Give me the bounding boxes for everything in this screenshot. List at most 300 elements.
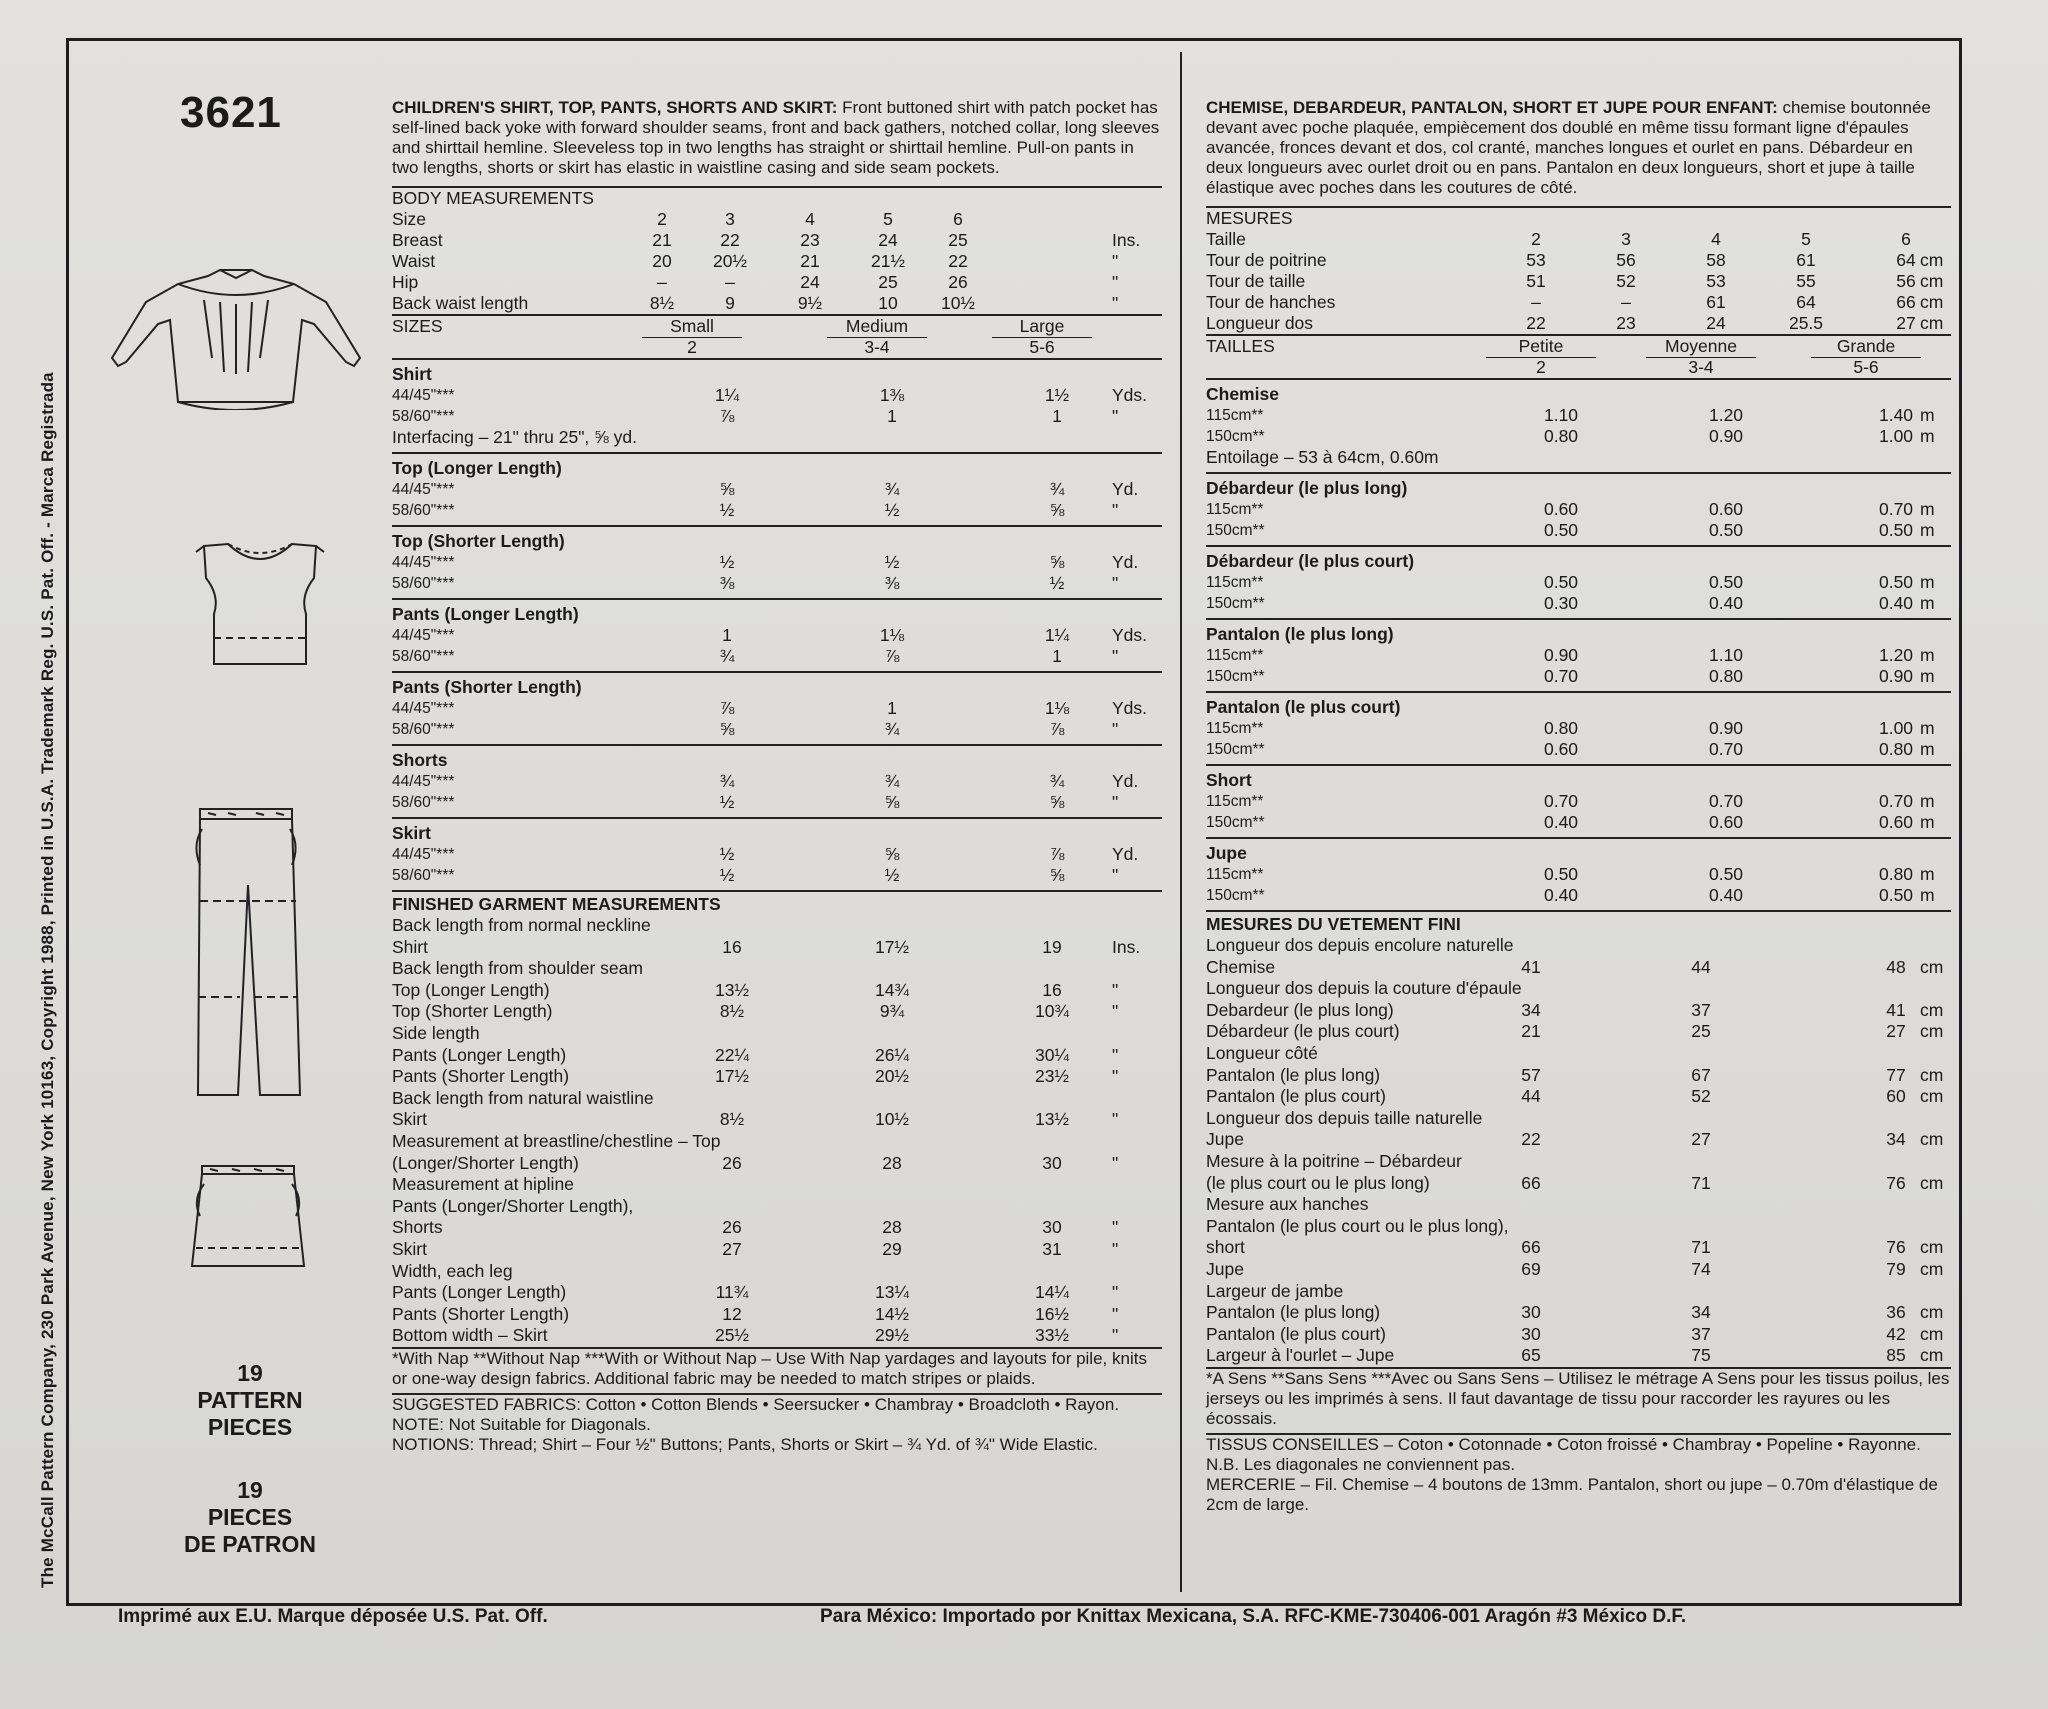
pattern-pieces-fr (150, 1477, 350, 1558)
yardage-unit: m (1920, 520, 1935, 540)
finished-measurements-en (392, 890, 1162, 1347)
finished-label: Side length (392, 1022, 480, 1043)
finished-row (1206, 1194, 1951, 1216)
finished-value: 85 (1886, 1345, 1906, 1366)
body-measurement-row (392, 230, 1162, 251)
yardage-row (1206, 666, 1951, 687)
finished-row (392, 980, 1162, 1002)
finished-value: 13½ (1034, 1109, 1070, 1130)
finished-label: Pantalon (le plus court ou le plus long), (1206, 1215, 1509, 1236)
nap-note-fr: *A Sens **Sans Sens ***Avec ou Sans Sens – Utilisez le métrage A Sens pour les tissus poilus, les jerseys ou les imprimés à sens. Il faut davantage de tissu pour raccorder les rayures ou les écossais. (1206, 1368, 1950, 1428)
size-number: 5-6 (1029, 337, 1055, 357)
finished-value: 13½ (714, 979, 750, 1000)
yardage-value: 0.60 (1543, 739, 1579, 759)
finished-row (1206, 957, 1951, 979)
measurement-value: 2 (1531, 229, 1541, 249)
finished-unit: " (1112, 1152, 1119, 1173)
yardage-value: ½ (884, 552, 900, 572)
finished-row (392, 1131, 1162, 1153)
yardage-value: 0.70 (1543, 791, 1579, 811)
yardage-row (1206, 885, 1951, 906)
finished-value: 76 (1886, 1237, 1906, 1258)
finished-label: Pants (Longer Length) (392, 1044, 567, 1065)
yardage-value: ½ (719, 552, 735, 572)
finished-label: Longueur dos depuis la couture d'épaule (1206, 978, 1522, 999)
yardage-unit: " (1112, 500, 1119, 520)
finished-label: short (1206, 1237, 1245, 1258)
finished-value: 74 (1691, 1258, 1711, 1279)
measurement-value: 52 (1616, 271, 1636, 291)
finished-unit: " (1112, 1001, 1119, 1022)
yardage-value: ⅞ (884, 646, 900, 666)
yardage-value: 1.10 (1708, 645, 1744, 665)
finished-value: 10¾ (1034, 1001, 1070, 1022)
fabric-width: 115cm** (1206, 647, 1264, 664)
finished-row (392, 1282, 1162, 1304)
finished-value: 79 (1886, 1258, 1906, 1279)
yardage-value: 0.80 (1543, 426, 1579, 446)
finished-label: Longueur dos depuis encolure naturelle (1206, 935, 1514, 955)
finished-row (392, 1239, 1162, 1261)
measurement-value: 56 (1616, 250, 1636, 270)
garment-name: Pants (Longer Length) (392, 604, 579, 624)
garment-name: Skirt (392, 823, 431, 843)
finished-value: 42 (1886, 1323, 1906, 1344)
measurement-value: 23 (800, 230, 820, 250)
yardage-row (392, 385, 1162, 406)
yardage-unit: Yds. (1112, 698, 1148, 718)
body-measurements-en (392, 188, 1162, 314)
finished-value: 14¼ (1034, 1282, 1070, 1303)
finished-value: 16 (1042, 979, 1062, 1000)
yardage-value: ⅜ (884, 573, 900, 593)
finished-unit: cm (1920, 999, 1944, 1020)
yardage-value: 1 (887, 698, 897, 718)
body-measurements-heading: MESURES (1206, 208, 1293, 228)
yardage-unit: " (1112, 406, 1119, 426)
finished-unit: cm (1920, 1129, 1944, 1150)
yardage-value: 0.50 (1708, 864, 1744, 884)
size-name: Large (992, 316, 1092, 338)
measurement-value: – (657, 272, 667, 292)
measurement-label: Tour de taille (1206, 271, 1306, 291)
measurement-value: 21½ (870, 251, 906, 271)
measurement-value: 24 (1706, 313, 1726, 333)
fabric-width: 150cm** (1206, 887, 1265, 904)
yardage-value: 1.40 (1878, 405, 1914, 425)
finished-unit: " (1112, 1303, 1119, 1324)
interfacing-note: Interfacing – 21" thru 25", ⅝ yd. (392, 427, 637, 447)
yardage-value: ⅞ (719, 698, 735, 718)
yardage-row (392, 573, 1162, 594)
pattern-pieces-label: PIECES (207, 1414, 293, 1440)
yardage-value: 1.00 (1878, 426, 1914, 446)
garment-name: Top (Longer Length) (392, 458, 562, 478)
yardage-value: ⅞ (719, 406, 735, 426)
measurement-value: 22 (948, 251, 968, 271)
yardage-value: 0.40 (1543, 812, 1579, 832)
pattern-pieces-en (150, 1360, 350, 1441)
size-number: 3-4 (864, 337, 890, 357)
finished-label: Top (Shorter Length) (392, 1001, 553, 1022)
yardage-unit: m (1920, 791, 1935, 811)
yardage-value: 0.50 (1878, 572, 1914, 592)
fabric-width: 115cm** (1206, 720, 1264, 737)
size-number: 5-6 (1853, 357, 1879, 377)
measurement-label: Taille (1206, 229, 1246, 249)
measurement-value: 6 (953, 209, 963, 229)
yardage-value: ¾ (719, 646, 735, 666)
finished-row (392, 1304, 1162, 1326)
measurement-value: 10 (878, 293, 898, 313)
finished-row (1206, 935, 1951, 957)
fabric-width: 44/45"*** (392, 481, 455, 498)
fabric-width: 44/45"*** (392, 846, 455, 863)
size-name: Grande (1811, 336, 1921, 358)
finished-value: 48 (1886, 956, 1906, 977)
yardage-value: 0.70 (1878, 791, 1914, 811)
yardage-group (1206, 693, 1951, 764)
finished-label: Mesure à la poitrine – Débardeur (1206, 1150, 1462, 1171)
measurement-value: 58 (1706, 250, 1726, 270)
finished-value: 71 (1691, 1172, 1711, 1193)
yardage-value: 0.70 (1543, 666, 1579, 686)
finished-row (1206, 1129, 1951, 1151)
yardage-unit: m (1920, 572, 1935, 592)
finished-unit: cm (1920, 1323, 1944, 1344)
yardage-group (1206, 547, 1951, 618)
finished-measurements-heading: MESURES DU VETEMENT FINI (1206, 914, 1461, 934)
bottom-imprint-text: Imprimé aux E.U. Marque déposée U.S. Pat. Off. (118, 1606, 548, 1627)
yardage-value: ½ (884, 865, 900, 885)
finished-value: 34 (1691, 1302, 1711, 1323)
measurement-value: 8½ (649, 293, 675, 313)
fabric-width: 115cm** (1206, 407, 1264, 424)
measurement-value: 3 (1621, 229, 1631, 249)
finished-unit: cm (1920, 1258, 1944, 1279)
yardage-value: ⅝ (1049, 865, 1065, 885)
finished-value: 75 (1691, 1345, 1711, 1366)
yardage-group (392, 819, 1162, 890)
fabrics-fr: TISSUS CONSEILLES – Coton • Cotonnade • Coton froissé • Chambray • Popeline • Rayonne. N.B. Les diagonales ne conviennent pas. (1206, 1434, 1921, 1474)
interfacing-note: Entoilage – 53 à 64cm, 0.60m (1206, 447, 1439, 467)
finished-value: 14½ (874, 1303, 910, 1324)
finished-row (392, 1066, 1162, 1088)
yardage-value: ⅜ (719, 573, 735, 593)
finished-measurements-heading: FINISHED GARMENT MEASUREMENTS (392, 894, 721, 914)
yardage-value: 1 (1052, 406, 1062, 426)
yardage-value: 1 (1052, 646, 1062, 666)
finished-row (392, 1217, 1162, 1239)
finished-value: 8½ (719, 1001, 745, 1022)
finished-label: (Longer/Shorter Length) (392, 1152, 579, 1173)
yardage-value: ⅝ (884, 792, 900, 812)
fabric-width: 58/60"*** (392, 502, 455, 519)
yardage-row (392, 500, 1162, 521)
measurement-unit: cm (1920, 250, 1944, 270)
finished-value: 22¼ (714, 1044, 750, 1065)
finished-value: 41 (1886, 999, 1906, 1020)
finished-unit: cm (1920, 1086, 1944, 1107)
finished-value: 14¾ (874, 979, 910, 1000)
finished-value: 26 (722, 1217, 742, 1238)
description-text-en: Front buttoned shirt with patch pocket has self-lined back yoke with forward shoulder seams, front and back gathers, notched collar, long sleeves and shirttail hemline. Sleeveless top in two lengths has straight or shirttail hemline. Pull-on pants in two lengths, shorts or skirt has elastic in waistline casing and side seam pockets. (392, 98, 1160, 177)
finished-row (1206, 1086, 1951, 1108)
measurement-unit: cm (1920, 313, 1944, 333)
yardage-value: 1.20 (1708, 405, 1744, 425)
measurement-unit: cm (1920, 271, 1944, 291)
measurement-value: 5 (1801, 229, 1811, 249)
yardage-value: 0.40 (1543, 885, 1579, 905)
yardage-value: 0.70 (1878, 499, 1914, 519)
yardage-row (1206, 812, 1951, 833)
yardage-group (392, 360, 1162, 452)
pattern-pieces-label: PATTERN (197, 1387, 303, 1413)
yardage-group (1206, 766, 1951, 837)
size-name: Small (642, 316, 742, 338)
yardage-value: ½ (884, 500, 900, 520)
yardage-value: 0.50 (1543, 572, 1579, 592)
finished-value: 30 (1521, 1302, 1541, 1323)
measurement-value: 64 (1896, 250, 1916, 270)
yardage-value: 0.80 (1878, 864, 1914, 884)
fabric-width: 44/45"*** (392, 627, 455, 644)
garment-name: Débardeur (le plus court) (1206, 551, 1415, 571)
finished-label: Pants (Shorter Length) (392, 1303, 570, 1324)
finished-value: 19 (1042, 936, 1062, 957)
finished-value: 10½ (874, 1109, 910, 1130)
finished-row (1206, 1021, 1951, 1043)
finished-value: 26¼ (874, 1044, 910, 1065)
finished-value: 67 (1691, 1064, 1711, 1085)
sizes-row (392, 316, 1162, 337)
yardage-value: 0.60 (1708, 812, 1744, 832)
finished-label: Width, each leg (392, 1260, 513, 1281)
finished-row (392, 915, 1162, 937)
finished-value: 9¾ (879, 1001, 905, 1022)
sizes-label: SIZES (392, 316, 443, 336)
yardage-value: 0.90 (1708, 426, 1744, 446)
yardage-row (392, 698, 1162, 719)
size-number: 2 (1536, 357, 1546, 377)
yardage-value: ¾ (884, 479, 900, 499)
measurement-value: 61 (1706, 292, 1726, 312)
fabric-width: 58/60"*** (392, 721, 455, 738)
yardage-value: 0.40 (1878, 593, 1914, 613)
fabric-width: 58/60"*** (392, 867, 455, 884)
finished-value: 8½ (719, 1109, 745, 1130)
yardage-row (392, 406, 1162, 427)
yardage-unit: m (1920, 812, 1935, 832)
measurement-unit: " (1112, 251, 1119, 271)
yardage-value: 0.50 (1543, 520, 1579, 540)
yardage-unit: Yd. (1112, 844, 1139, 864)
measurement-value: 22 (1526, 313, 1546, 333)
measurement-value: 55 (1796, 271, 1816, 291)
measurement-value: 9 (725, 293, 735, 313)
finished-value: 69 (1521, 1258, 1541, 1279)
finished-value: 37 (1691, 999, 1711, 1020)
finished-unit: cm (1920, 1064, 1944, 1085)
size-name: Petite (1486, 336, 1596, 358)
measurement-label: Back waist length (392, 293, 529, 313)
finished-value: 71 (1691, 1237, 1711, 1258)
body-measurements-heading: BODY MEASUREMENTS (392, 188, 594, 208)
measurement-value: 20 (652, 251, 672, 271)
yardage-row (1206, 791, 1951, 812)
yardage-row (1206, 645, 1951, 666)
finished-value: 13¼ (874, 1282, 910, 1303)
measurement-value: 61 (1796, 250, 1816, 270)
yardage-value: 0.80 (1708, 666, 1744, 686)
measurement-value: 6 (1901, 229, 1911, 249)
measurement-value: 27 (1896, 313, 1916, 333)
yardage-value: ⅝ (719, 479, 735, 499)
measurement-value: – (1621, 292, 1631, 312)
pattern-number: 3621 (180, 88, 282, 137)
fabric-width: 150cm** (1206, 522, 1265, 539)
yardage-value: ⅝ (1049, 552, 1065, 572)
finished-unit: cm (1920, 956, 1944, 977)
body-measurement-row (1206, 229, 1951, 250)
fabric-width: 44/45"*** (392, 773, 455, 790)
yardage-value: 0.60 (1708, 499, 1744, 519)
yardage-value: 1⅜ (879, 385, 905, 405)
measurement-value: 24 (800, 272, 820, 292)
english-column (392, 98, 1162, 1455)
garment-name: Short (1206, 770, 1252, 790)
sizes-label: TAILLES (1206, 336, 1275, 356)
body-measurement-row (392, 293, 1162, 314)
finished-label: Debardeur (le plus long) (1206, 999, 1394, 1020)
finished-unit: cm (1920, 1302, 1944, 1323)
finished-label: Pantalon (le plus long) (1206, 1302, 1381, 1323)
pattern-pieces-count: 19 (237, 1360, 263, 1386)
finished-label: Pants (Longer/Shorter Length), (392, 1195, 634, 1216)
finished-value: 16 (722, 936, 742, 957)
yardage-group (1206, 380, 1951, 472)
yardage-unit: " (1112, 792, 1119, 812)
yardage-unit: " (1112, 646, 1119, 666)
yardage-value: 0.90 (1878, 666, 1914, 686)
description-en (392, 98, 1162, 178)
yardage-row (1206, 499, 1951, 520)
finished-label: Shorts (392, 1217, 443, 1238)
measurement-label: Longueur dos (1206, 313, 1314, 333)
yardage-value: 1.00 (1878, 718, 1914, 738)
finished-value: 28 (882, 1217, 902, 1238)
finished-unit: cm (1920, 1345, 1944, 1366)
finished-unit: cm (1920, 1021, 1944, 1042)
measurement-value: 10½ (940, 293, 976, 313)
nap-note-en: *With Nap **Without Nap ***With or Without Nap – Use With Nap yardages and layouts for pile, knits or one-way design fabrics. Additional fabric may be needed to match stripes or plaids. (392, 1348, 1147, 1388)
yardage-value: ¾ (1049, 479, 1065, 499)
finished-label: Jupe (1206, 1258, 1244, 1279)
finished-unit: cm (1920, 1237, 1944, 1258)
fabric-width: 58/60"*** (392, 408, 455, 425)
yardage-row (392, 771, 1162, 792)
finished-value: 37 (1691, 1323, 1711, 1344)
finished-row (1206, 978, 1951, 1000)
yardage-value: 0.50 (1543, 864, 1579, 884)
yardage-unit: Yd. (1112, 771, 1139, 791)
yardage-value: ⅝ (884, 844, 900, 864)
fabric-width: 44/45"*** (392, 387, 455, 404)
fabric-width: 150cm** (1206, 595, 1265, 612)
finished-unit: cm (1920, 1172, 1944, 1193)
yardage-value: 1⅛ (879, 625, 905, 645)
fabrics-en: SUGGESTED FABRICS: Cotton • Cotton Blends • Seersucker • Chambray • Broadcloth • Rayon. NOTE: Not Suitable for Diagonals. (392, 1394, 1120, 1434)
finished-value: 17½ (874, 936, 910, 957)
finished-row (392, 958, 1162, 980)
yardage-value: 0.40 (1708, 885, 1744, 905)
finished-label: Measurement at hipline (392, 1174, 574, 1195)
yardage-value: ⅞ (1049, 844, 1065, 864)
yardage-unit: m (1920, 718, 1935, 738)
measurement-unit: cm (1920, 292, 1944, 312)
yardage-row (392, 479, 1162, 500)
yardage-group (1206, 620, 1951, 691)
finished-value: 34 (1886, 1129, 1906, 1150)
yardage-value: 0.50 (1878, 520, 1914, 540)
finished-value: 30 (1042, 1217, 1062, 1238)
yardage-unit: Yds. (1112, 385, 1148, 405)
title-fr: CHEMISE, DEBARDEUR, PANTALON, SHORT ET JUPE POUR ENFANT: (1206, 98, 1778, 117)
yardage-value: ⅝ (1049, 792, 1065, 812)
finished-value: 77 (1886, 1064, 1906, 1085)
yardage-unit: m (1920, 426, 1935, 446)
finished-label: Pantalon (le plus court) (1206, 1323, 1386, 1344)
measurement-value: 64 (1796, 292, 1816, 312)
sizes-header-fr (1206, 336, 1951, 378)
title-en: CHILDREN'S SHIRT, TOP, PANTS, SHORTS AND SKIRT: (392, 98, 838, 117)
measurement-value: 23 (1616, 313, 1636, 333)
yardage-unit: " (1112, 719, 1119, 739)
yardage-row (1206, 864, 1951, 885)
measurement-value: 53 (1706, 271, 1726, 291)
finished-label: Back length from shoulder seam (392, 958, 643, 979)
yardage-value: ½ (1049, 573, 1065, 593)
yardage-value: 0.80 (1878, 739, 1914, 759)
yardage-value: 0.40 (1708, 593, 1744, 613)
finished-value: 34 (1521, 999, 1541, 1020)
garment-name: Pants (Shorter Length) (392, 677, 582, 697)
finished-row (392, 1001, 1162, 1023)
yardage-group (392, 600, 1162, 671)
finished-unit: Ins. (1112, 936, 1141, 957)
garment-name: Débardeur (le plus long) (1206, 478, 1408, 498)
finished-value: 36 (1886, 1302, 1906, 1323)
yardage-unit: Yd. (1112, 552, 1139, 572)
size-number: 3-4 (1688, 357, 1714, 377)
notions-fr: MERCERIE – Fil. Chemise – 4 boutons de 13mm. Pantalon, short ou jupe – 0.70m d'élastique de 2cm de large. (1206, 1474, 1938, 1514)
side-copyright-text: The McCall Pattern Company, 230 Park Avenue, New York 10163, Copyright 1988, Printed in U.S.A. Trademark Reg. U.S. Pat. Off. - Marca Registrada (38, 372, 57, 1588)
finished-label: Back length from normal neckline (392, 915, 651, 935)
finished-row (392, 1023, 1162, 1045)
yardage-row (392, 792, 1162, 813)
yardage-value: 1¼ (1044, 625, 1070, 645)
pattern-pieces-label: PIECES (207, 1504, 293, 1530)
body-measurements-fr (1206, 208, 1951, 334)
finished-value: 12 (722, 1303, 742, 1324)
yardage-row (392, 552, 1162, 573)
finished-value: 25½ (714, 1325, 750, 1346)
shirt-back-sketch (108, 262, 368, 410)
yardage-unit: m (1920, 864, 1935, 884)
finished-row (392, 1109, 1162, 1131)
measurement-value: – (1531, 292, 1541, 312)
yardage-group (392, 527, 1162, 598)
